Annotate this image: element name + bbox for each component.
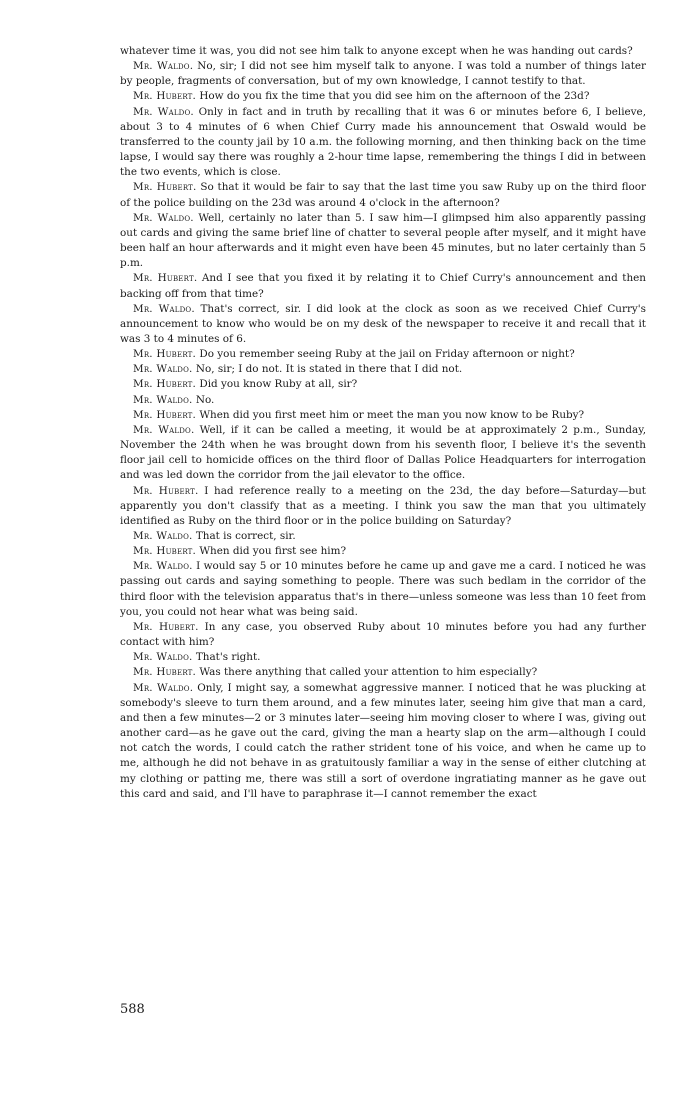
testimony-paragraph bbox=[120, 89, 646, 104]
testimony-text: Well, if it can be called a meeting, it would be at approximately 2 p.m., Sunday, November the 24th when he was brought down from his seventh floor, I believe it's the seventh floor jail cell to homicide offices on the third floor of Dallas Police Headquarters for interrogation and was led down the corridor from the jail elevator to the office. bbox=[120, 423, 646, 482]
testimony-text: No, sir; I did not see him myself talk to anyone. I was told a number of things later by people, fragments of conversation, but of my own knowledge, I cannot testify to that. bbox=[120, 60, 646, 88]
testimony-text: Only, I might say, a somewhat aggressive manner. I noticed that he was plucking at somebody's sleeve to turn them around, and a few minutes later, seeing him give that man a card, and then a few minutes—2 or 3 minutes later—seeing him moving closer to where I was, giving out another card—as he gave out the card, giving the man a hearty slap on the arm—although I could not catch the words, I could catch the rather strident tone of his voice, and when he came up to me, although he did not behave in as gratuitously familiar a way in the sense of either clutching at my clothing or patting me, there was still a sort of overdone ingratiating manner as he gave out this card and said, and I'll have to paraphrase it—I cannot remember the exact bbox=[120, 681, 646, 800]
testimony-paragraph bbox=[120, 180, 646, 210]
testimony-text: So that it would be fair to say that the last time you saw Ruby up on the third floor of the police building on the 23d was around 4 o'clock in the afternoon? bbox=[120, 181, 646, 209]
testimony-paragraph bbox=[120, 211, 646, 272]
speaker-name: Mr. Hubert. bbox=[133, 348, 197, 361]
testimony-paragraph bbox=[120, 362, 646, 377]
testimony-text: Was there anything that called your attention to him especially? bbox=[196, 666, 538, 679]
testimony-text: And I see that you fixed it by relating it to Chief Curry's announcement and then backing off from that time? bbox=[120, 272, 646, 300]
speaker-name: Mr. Hubert. bbox=[133, 545, 197, 558]
speaker-name: Mr. Hubert. bbox=[133, 181, 197, 194]
testimony-text: That's correct, sir. I did look at the clock as soon as we received Chief Curry's announcement to know who would be on my desk of the newspaper to receive it and recall that it was 3 to 4 minutes of 6. bbox=[120, 302, 646, 345]
page-number: 588 bbox=[120, 1002, 145, 1017]
speaker-name: Mr. Hubert. bbox=[133, 378, 197, 391]
speaker-name: Mr. Waldo. bbox=[133, 681, 194, 694]
testimony-text: I had reference really to a meeting on the 23d, the day before—Saturday—but apparently you don't classify that as a meeting. I think you saw the man that you ultimately identified as Ruby on the third floor or in the police building on Saturday? bbox=[120, 484, 646, 527]
testimony-text: When did you first meet him or meet the man you now know to be Ruby? bbox=[196, 408, 585, 421]
testimony-paragraph bbox=[120, 59, 646, 89]
testimony-text: That's right. bbox=[192, 651, 261, 664]
testimony-paragraph bbox=[120, 393, 646, 408]
testimony-text: Well, certainly no later than 5. I saw him—I glimpsed him also apparently passing out cards and giving the same brief line of chatter to several people after myself, and it might have been half an hour afterwards and it might even have been 45 minutes, but no later certainly than 5 p.m. bbox=[120, 211, 646, 270]
testimony-paragraph bbox=[120, 423, 646, 484]
speaker-name: Mr. Hubert. bbox=[133, 620, 199, 633]
testimony-paragraph bbox=[120, 529, 646, 544]
speaker-name: Mr. Waldo. bbox=[133, 423, 195, 436]
testimony-paragraph bbox=[120, 105, 646, 181]
testimony-paragraph bbox=[120, 681, 646, 802]
speaker-name: Mr. Waldo. bbox=[133, 363, 193, 376]
testimony-paragraph bbox=[120, 271, 646, 301]
testimony-text: whatever time it was, you did not see him talk to anyone except when he was handing out cards? bbox=[120, 45, 633, 57]
testimony-paragraph bbox=[120, 665, 646, 680]
transcript-body bbox=[120, 44, 646, 802]
testimony-text: In any case, you observed Ruby about 10 minutes before you had any further contact with him? bbox=[120, 620, 646, 649]
testimony-text: Did you know Ruby at all, sir? bbox=[196, 378, 358, 391]
testimony-paragraph bbox=[120, 650, 646, 665]
testimony-paragraph bbox=[120, 44, 646, 59]
speaker-name: Mr. Hubert. bbox=[133, 666, 197, 679]
speaker-name: Mr. Waldo. bbox=[133, 211, 194, 224]
speaker-name: Mr. Hubert. bbox=[133, 408, 197, 421]
testimony-text: I would say 5 or 10 minutes before he came up and gave me a card. I noticed he was passing out cards and saying something to people. There was such bedlam in the corridor of the third floor with the television apparatus that's in there—unless someone was less than 10 feet from you, you could not hear what was being said. bbox=[120, 560, 646, 618]
speaker-name: Mr. Waldo. bbox=[133, 105, 194, 118]
testimony-paragraph bbox=[120, 620, 646, 650]
testimony-paragraph bbox=[120, 347, 646, 362]
testimony-paragraph bbox=[120, 408, 646, 423]
speaker-name: Mr. Hubert. bbox=[133, 272, 198, 285]
testimony-paragraph bbox=[120, 559, 646, 620]
speaker-name: Mr. Hubert. bbox=[133, 90, 197, 103]
speaker-name: Mr. Waldo. bbox=[133, 530, 193, 542]
testimony-text: How do you fix the time that you did see him on the afternoon of the 23d? bbox=[196, 90, 590, 103]
testimony-paragraph bbox=[120, 544, 646, 559]
testimony-text: Do you remember seeing Ruby at the jail on Friday afternoon or night? bbox=[196, 348, 575, 361]
testimony-text: That is correct, sir. bbox=[192, 530, 296, 542]
speaker-name: Mr. Waldo. bbox=[133, 560, 193, 573]
testimony-text: Only in fact and in truth by recalling that it was 6 or minutes before 6, I believe, about 3 to 4 minutes of 6 when Chief Curry made his announcement that Oswald would be transferred to the county jail by 10 a.m. the following morning, and then thinking back on the time lapse, I would say there was roughly a 2-hour time lapse, remembering the things I did in between the two events, which is close. bbox=[120, 105, 646, 179]
speaker-name: Mr. Waldo. bbox=[133, 651, 193, 664]
speaker-name: Mr. Hubert. bbox=[133, 484, 199, 497]
speaker-name: Mr. Waldo. bbox=[133, 302, 195, 315]
testimony-text: When did you first see him? bbox=[196, 545, 347, 558]
testimony-paragraph bbox=[120, 484, 646, 529]
testimony-paragraph bbox=[120, 302, 646, 347]
speaker-name: Mr. Waldo. bbox=[133, 60, 194, 73]
testimony-text: No. bbox=[192, 393, 215, 406]
testimony-text: No, sir; I do not. It is stated in there that I did not. bbox=[192, 363, 463, 376]
testimony-paragraph bbox=[120, 377, 646, 392]
speaker-name: Mr. Waldo. bbox=[133, 393, 193, 406]
